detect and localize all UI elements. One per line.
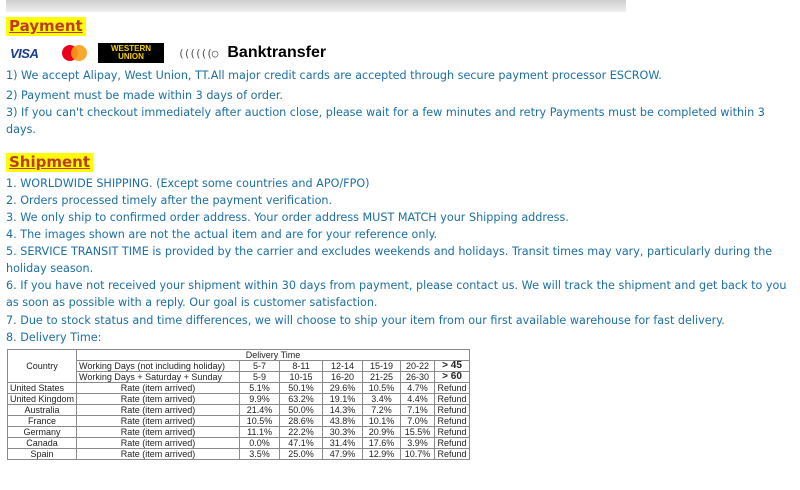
working-days-row: Working Days (not including holiday) 5-7 8-11 12-14 15-19 20-22 > 45 <box>8 361 470 372</box>
mastercard-icon <box>62 45 88 61</box>
wire-transfer-icon: ((((((○ <box>178 46 218 60</box>
payment-line: 3) If you can't checkout immediately after auction close, please wait for a few minutes and retry Payments must be completed within 3 days. <box>6 106 765 136</box>
shipment-line: 7. Due to stock status and time differences, we will choose to ship your item from our first available warehouse for fast delivery. <box>6 314 725 327</box>
table-row: Australia Rate (item arrived) 21.4% 50.0% 14.3% 7.2% 7.1% Refund <box>8 405 470 416</box>
shipment-line: 2. Orders processed timely after the payment verification. <box>6 194 333 207</box>
country-header: Country <box>8 350 77 383</box>
shipment-line: 4. The images shown are not the actual item and are for your reference only. <box>6 228 438 241</box>
table-row: United States Rate (item arrived) 5.1% 50.1% 29.6% 10.5% 4.7% Refund <box>8 383 470 394</box>
working-days-weekend-row: Working Days + Saturday + Sunday 5-9 10-15 16-20 21-25 26-30 > 60 <box>8 372 470 383</box>
payment-header: Payment <box>6 17 86 36</box>
table-row: Canada Rate (item arrived) 0.0% 47.1% 31.4% 17.6% 3.9% Refund <box>8 438 470 449</box>
shipment-line: 3. We only ship to confirmed order address. Your order address MUST MATCH your Shipping address. <box>6 211 569 224</box>
delivery-time-table <box>7 349 470 460</box>
shipment-header: Shipment <box>6 153 93 172</box>
shipment-line: 1. WORLDWIDE SHIPPING. (Except some countries and APO/FPO) <box>6 177 370 190</box>
payment-line: 1) We accept Alipay, West Union, TT.All major credit cards are accepted through secure payment processor ESCROW. <box>6 69 662 82</box>
shipment-line: 8. Delivery Time: <box>6 331 102 344</box>
banktransfer-label: Banktransfer <box>227 44 327 61</box>
top-strip <box>6 0 626 12</box>
shipment-line: 6. If you have not received your shipment within 30 days from payment, please contact us. We will track the shipment and get back to you as soon as possible with a reply. Our goal is customer satisfaction. <box>6 279 787 309</box>
payment-line: 2) Payment must be made within 3 days of order. <box>6 89 283 102</box>
table-row: Germany Rate (item arrived) 11.1% 22.2% 30.3% 20.9% 15.5% Refund <box>8 427 470 438</box>
table-row: France Rate (item arrived) 10.5% 28.6% 43.8% 10.1% 7.0% Refund <box>8 416 470 427</box>
table-row: United Kingdom Rate (item arrived) 9.9% 63.2% 19.1% 3.4% 4.4% Refund <box>8 394 470 405</box>
table-row: Spain Rate (item arrived) 3.5% 25.0% 47.9% 12.9% 10.7% Refund <box>8 449 470 460</box>
delivery-time-header: Delivery Time <box>77 350 470 361</box>
shipment-line: 5. SERVICE TRANSIT TIME is provided by the carrier and excludes weekends and holidays. Transit times may vary, particularly during the holiday season. <box>6 245 773 275</box>
western-union-icon: WESTERN UNION <box>98 43 164 63</box>
payment-logos <box>10 40 410 66</box>
visa-icon: VISA <box>10 45 39 61</box>
